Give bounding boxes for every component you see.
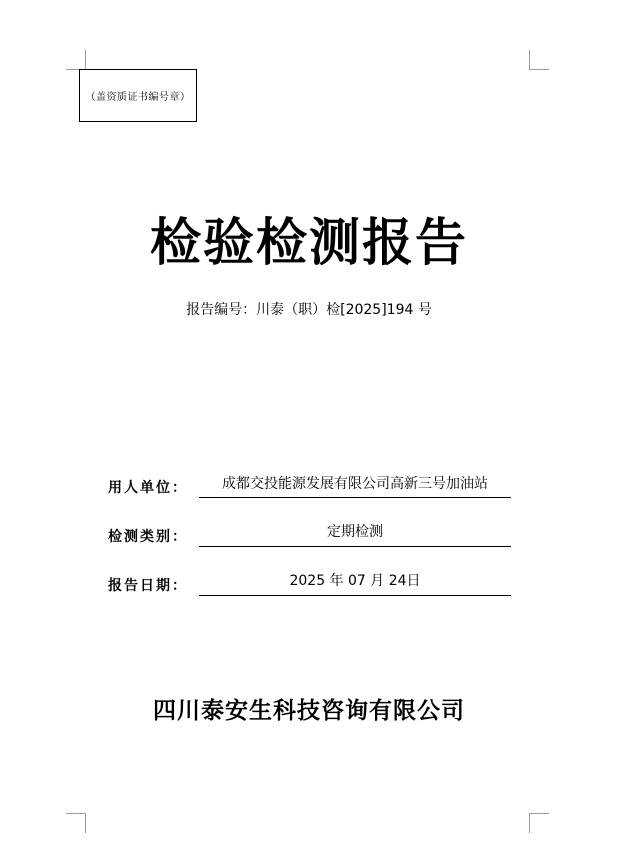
report-title: 检验检测报告 (149, 213, 468, 273)
stamp-placeholder-text: （盖资质证书编号章） (85, 92, 191, 103)
crop-mark-bottom-right-v (529, 813, 530, 833)
crop-mark-bottom-left-h (66, 813, 86, 814)
crop-mark-top-left-v (85, 50, 86, 70)
employer-value: 成都交投能源发展有限公司高新三号加油站 (222, 476, 488, 492)
crop-mark-bottom-left-v (85, 813, 86, 833)
employer-underline (199, 497, 511, 498)
category-label: 检测类别： (108, 529, 188, 545)
category-value: 定期检测 (327, 524, 383, 540)
category-underline (199, 546, 511, 547)
date-value: 2025 年 07 月 24日 (289, 573, 421, 589)
crop-mark-top-right-h (529, 69, 549, 70)
issuing-company: 四川泰安生科技咨询有限公司 (153, 697, 465, 724)
qualification-stamp-box (79, 69, 197, 122)
employer-label: 用人单位： (108, 480, 188, 496)
crop-mark-top-right-v (529, 50, 530, 70)
report-number: 报告编号：川泰（职）检[2025]194 号 (186, 302, 432, 318)
date-label: 报告日期： (108, 578, 188, 594)
crop-mark-bottom-right-h (529, 813, 549, 814)
date-underline (199, 595, 511, 596)
